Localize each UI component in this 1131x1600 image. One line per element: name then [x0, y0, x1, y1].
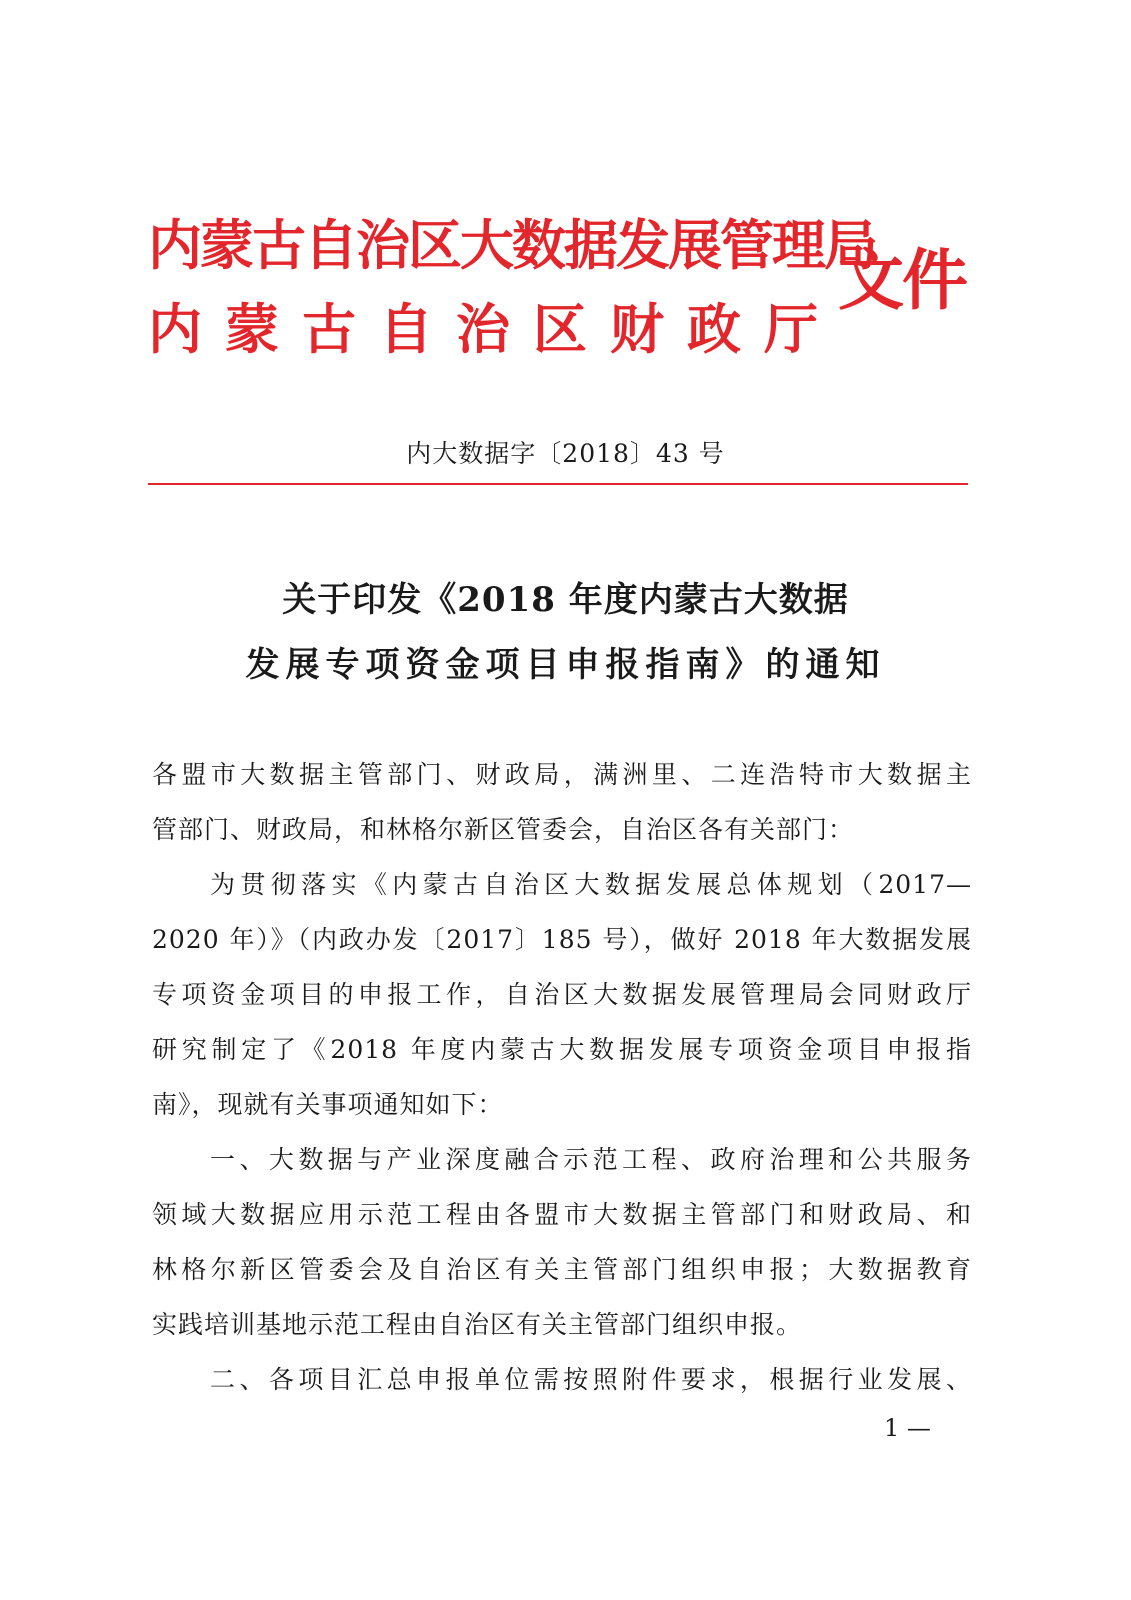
body-line: 领域大数据应用示范工程由各盟市大数据主管部门和财政局、和	[152, 1200, 972, 1229]
body-line: 专项资金项目的申报工作，自治区大数据发展管理局会同财政厅	[152, 980, 972, 1009]
notice-title-line-2: 发展专项资金项目申报指南》的通知	[245, 645, 886, 685]
body-line: 管部门、财政局，和林格尔新区管委会，自治区各有关部门：	[152, 815, 855, 844]
body-line: 2020 年）》（内政办发〔2017〕185 号），做好 2018 年大数据发展	[152, 925, 972, 954]
issuer-line-2: 内蒙古自治区财政厅	[148, 297, 841, 361]
body-line: 各盟市大数据主管部门、财政局，满洲里、二连浩特市大数据主	[152, 760, 972, 789]
body-line: 为贯彻落实《内蒙古自治区大数据发展总体规划（2017—	[210, 870, 972, 899]
body-line: 实践培训基地示范工程由自治区有关主管部门组织申报。	[152, 1310, 803, 1339]
notice-title-line-1: 关于印发《2018 年度内蒙古大数据	[282, 580, 849, 620]
issuer-line-1: 内蒙古自治区大数据发展管理局	[148, 213, 876, 277]
red-divider-line	[148, 483, 968, 485]
body-line: 二、各项目汇总申报单位需按照附件要求，根据行业发展、	[210, 1365, 972, 1394]
body-line: 南》，现就有关事项通知如下：	[152, 1090, 504, 1119]
document-type-label: 文件	[838, 241, 966, 319]
document-number: 内大数据字〔2018〕43 号	[406, 439, 725, 468]
body-line: 一、大数据与产业深度融合示范工程、政府治理和公共服务	[210, 1145, 972, 1174]
page-number: 1 —	[884, 1414, 931, 1442]
body-line: 研究制定了《2018 年度内蒙古大数据发展专项资金项目申报指	[152, 1035, 972, 1064]
body-line: 林格尔新区管委会及自治区有关主管部门组织申报；大数据教育	[152, 1255, 972, 1284]
